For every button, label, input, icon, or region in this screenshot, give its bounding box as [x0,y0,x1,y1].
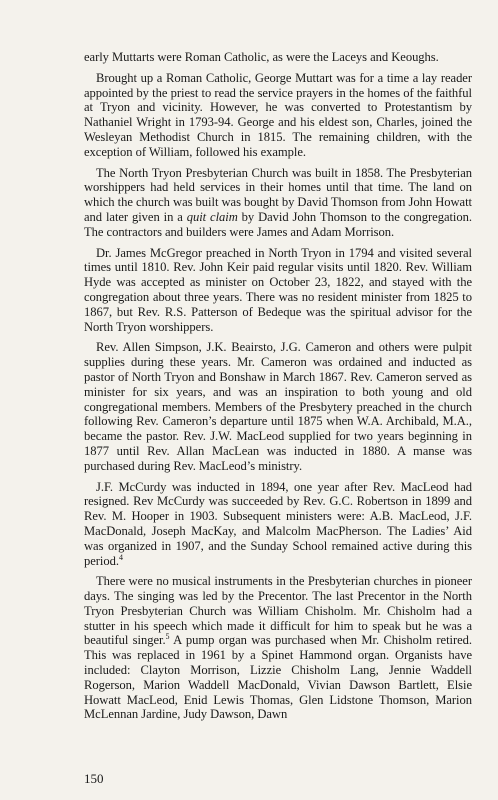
paragraph-church-built [84,166,472,240]
page-number: 150 [84,771,104,786]
paragraph-text: There were no musical instruments in the Presbyterian churches in pioneer days. The singing was led by the Precentor. The last Precentor in the North Tryon Presbyterian Church was William Chisholm. Mr. Chisholm had a stutter in his speech which made it difficult for him to speak but he was a beautiful singer. [84,574,472,648]
paragraph-text: A pump organ was purchased when Mr. Chisholm retired. This was replaced in 1961 by a Spinet Hammond organ. Organists have included: Clayton Morrison, Lizzie Chisholm Lang, Jennie Waddell Rogerson, Marion Waddell MacDonald, Vivian Dawson Bartlett, Elsie Howatt MacLeod, Enid Lewis Thomas, Glen Lidstone Thomson, Marion McLennan Jardine, Judy Dawson, Dawn [84,633,472,722]
paragraph-text: by David John Thomson to the congregation. The contractors and builders were James and Adam Morrison. [84,209,472,239]
paragraph-simpson [84,340,472,473]
paragraph-music [84,574,472,722]
footnote-marker: 5 [165,632,170,642]
italic-term: quit claim [186,209,238,224]
paragraph-text: Brought up a Roman Catholic, George Muttart was for a time a lay reader appointed by the priest to read the service prayers in the homes of the faithful at Tryon and vicinity. However, he was converted to Protestantism by Nathaniel Wright in 1793-94. George and his eldest son, Charles, joined the Wesleyan Methodist Church in 1815. The remaining children, with the exception of William, followed his example. [84,70,472,159]
paragraph-text: J.F. McCurdy was inducted in 1894, one year after Rev. MacLeod had resigned. Rev McCurdy was succeeded by Rev. G.C. Robertson in 1899 and Rev. M. Hooper in 1903. Subsequent ministers were: A.B. MacLeod, J.F. MacDonald, Joseph MacKay, and Malcolm MacPherson. The Ladies’ Aid was organized in 1907, and the Sunday School remained active during this period. [84,479,472,568]
paragraph-text: Dr. James McGregor preached in North Tryon in 1794 and visited several times until 1810. Rev. John Keir paid regular visits until 1820. Rev. William Hyde was accepted as minister on October 23, 1822, and stayed with the congregation about three years. There was no resident minister from 1825 to 1867, but Rev. R.S. Patterson of Bedeque was the spiritual advisor for the North Tryon worshippers. [84,245,472,334]
paragraph-text: The North Tryon Presbyterian Church was built in 1858. The Presbyterian worshippers had held services in their homes until that time. The land on which the church was built was bought by David Thomson from John Howatt and later given in a [84,165,472,224]
paragraph-text: early Muttarts were Roman Catholic, as were the Laceys and Keoughs. [84,50,439,64]
paragraph-text: Rev. Allen Simpson, J.K. Beairsto, J.G. Cameron and others were pulpit supplies during these years. Mr. Cameron was ordained and inducted as pastor of North Tryon and Bonshaw in March 1867. Rev. Cameron served as minister for six years, and was an inspiration to both young and old congregational members. Members of the Presbytery preached in the church following Rev. Cameron’s departure until 1875 when W.A. Archibald, M.A., became the pastor. Rev. J.W. MacLeod supplied for two years beginning in 1877 until Rev. Allan MacLean was inducted in 1880. A manse was purchased during Rev. MacLeod’s ministry. [84,340,472,473]
paragraph-mcgregor [84,246,472,335]
footnote-marker: 4 [118,552,123,562]
paragraph-continued [84,50,472,65]
paragraph-mccurdy [84,480,472,569]
body-text [84,50,472,728]
paragraph-muttart [84,71,472,160]
